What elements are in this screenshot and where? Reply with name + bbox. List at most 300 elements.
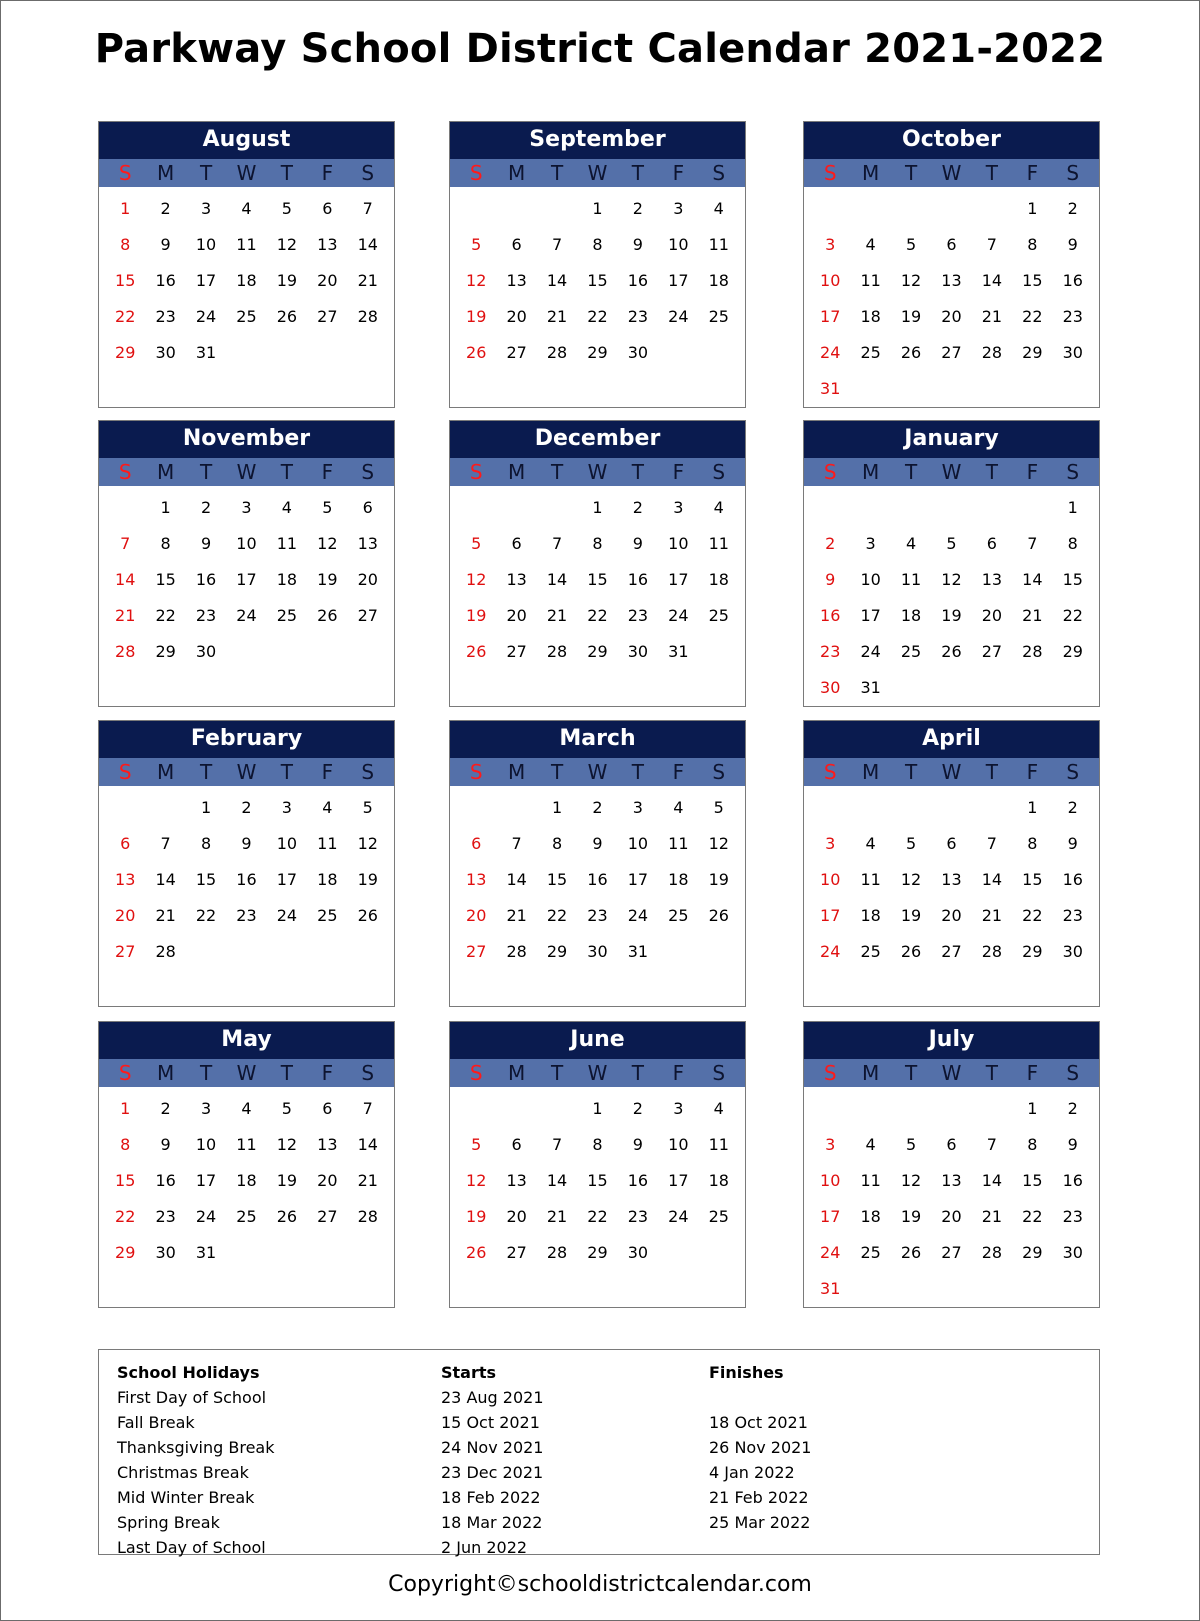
day-cell: 7	[551, 235, 563, 254]
day-cell: 6	[511, 235, 522, 254]
day-cell	[348, 335, 388, 371]
day-cell: 20	[941, 1207, 962, 1226]
day-cell: 10	[668, 1135, 689, 1154]
weekday-label: F	[321, 460, 334, 484]
day-cell: 6	[946, 235, 957, 254]
day-cell: 8	[200, 834, 212, 853]
day-cell: 18	[317, 870, 338, 889]
holiday-finishes: 18 Oct 2021	[709, 1413, 808, 1432]
day-cell: 23	[155, 1207, 176, 1226]
week-row	[810, 263, 1093, 299]
week-row	[105, 1163, 388, 1199]
day-cell: 16	[195, 570, 217, 589]
day-cell: 27	[115, 942, 136, 961]
day-cell: 29	[587, 343, 608, 362]
day-cell	[267, 634, 307, 670]
day-cell: 10	[627, 834, 649, 853]
weekday-label: T	[985, 1061, 998, 1085]
week-row	[456, 598, 739, 634]
day-cell: 18	[708, 271, 729, 290]
day-cell: 14	[357, 235, 378, 254]
day-cell: 15	[1022, 1171, 1043, 1190]
day-cell: 2	[200, 498, 212, 517]
day-cell: 27	[941, 1243, 962, 1262]
day-cell	[810, 1091, 850, 1127]
week-row	[105, 634, 388, 670]
day-cell: 30	[627, 642, 649, 661]
weekday-label: M	[157, 161, 175, 185]
day-cell: 1	[592, 1099, 603, 1118]
day-cell: 11	[236, 235, 257, 254]
month-title: July	[804, 1022, 1099, 1059]
day-cell: 5	[905, 235, 917, 254]
day-cell: 27	[941, 942, 962, 961]
day-cell: 7	[362, 199, 373, 218]
day-cell	[972, 490, 1012, 526]
day-cell: 6	[511, 534, 522, 553]
day-cell: 24	[276, 906, 298, 925]
day-cell: 14	[546, 1171, 568, 1190]
weekday-label: M	[508, 460, 526, 484]
weekday-bar	[450, 159, 745, 187]
week-row	[105, 299, 388, 335]
weekday-label: S	[1066, 760, 1080, 784]
day-cell: 5	[905, 834, 917, 853]
day-cell: 20	[506, 1207, 527, 1226]
weekday-bar	[804, 1059, 1099, 1087]
day-cell: 19	[276, 271, 298, 290]
weekday-label: T	[904, 460, 918, 484]
day-cell: 3	[825, 235, 836, 254]
day-cell: 27	[466, 942, 487, 961]
weekday-label: T	[280, 760, 293, 784]
day-cell	[699, 934, 739, 970]
day-cell: 6	[946, 834, 957, 853]
month-january	[803, 420, 1100, 707]
day-cell: 28	[155, 942, 176, 961]
day-cell: 18	[860, 906, 881, 925]
weekday-label: S	[712, 460, 726, 484]
day-cell	[931, 490, 971, 526]
day-cell: 14	[115, 570, 136, 589]
weekday-label: S	[712, 760, 726, 784]
week-row	[105, 227, 388, 263]
day-cell	[1012, 490, 1052, 526]
day-cell: 2	[632, 1099, 643, 1118]
day-cell: 2	[1067, 199, 1078, 218]
weekday-label: W	[236, 460, 257, 484]
day-cell: 26	[466, 343, 487, 362]
day-cell: 4	[713, 1099, 724, 1118]
day-cell: 13	[941, 271, 962, 290]
day-cell: 18	[236, 1171, 257, 1190]
holidays-header-name: School Holidays	[117, 1363, 260, 1382]
day-cell: 17	[820, 1207, 841, 1226]
week-row	[105, 598, 388, 634]
week-row	[105, 790, 388, 826]
day-cell: 3	[825, 834, 836, 853]
day-cell: 20	[115, 906, 136, 925]
day-cell: 7	[362, 1099, 373, 1118]
weekday-label: W	[236, 760, 257, 784]
weekday-label: T	[199, 460, 213, 484]
weekday-bar	[804, 159, 1099, 187]
day-grid	[804, 786, 1099, 970]
day-cell: 10	[820, 1171, 841, 1190]
day-cell: 5	[281, 1099, 292, 1118]
day-cell: 29	[587, 642, 608, 661]
week-row	[456, 526, 739, 562]
day-cell: 24	[195, 1207, 217, 1226]
day-cell: 7	[986, 1135, 997, 1154]
weekday-label: M	[862, 760, 880, 784]
holiday-name: Last Day of School	[117, 1538, 266, 1557]
day-cell: 8	[1027, 834, 1038, 853]
weekday-label: W	[941, 161, 962, 185]
day-cell: 8	[1067, 534, 1078, 553]
day-cell: 31	[195, 1243, 217, 1262]
day-cell: 11	[668, 834, 689, 853]
week-row	[456, 1127, 739, 1163]
day-grid	[99, 187, 394, 371]
day-cell: 30	[1062, 942, 1083, 961]
day-cell: 10	[195, 1135, 217, 1154]
day-cell: 26	[900, 942, 922, 961]
day-cell: 19	[276, 1171, 298, 1190]
week-row	[810, 862, 1093, 898]
holiday-finishes: 25 Mar 2022	[709, 1513, 811, 1532]
day-cell: 11	[860, 870, 881, 889]
day-cell: 22	[155, 606, 176, 625]
month-june	[449, 1021, 746, 1308]
month-april	[803, 720, 1100, 1007]
day-cell	[931, 670, 971, 706]
day-cell: 3	[825, 1135, 836, 1154]
day-cell: 30	[1062, 1243, 1083, 1262]
day-cell: 29	[1022, 343, 1043, 362]
week-row	[456, 263, 739, 299]
weekday-label: S	[118, 760, 132, 784]
weekday-label: S	[1066, 460, 1080, 484]
day-cell: 19	[466, 606, 487, 625]
weekday-label: M	[157, 760, 175, 784]
holidays-header-row	[99, 1363, 1099, 1388]
day-cell: 19	[900, 906, 922, 925]
day-cell: 28	[981, 942, 1003, 961]
day-cell: 27	[941, 343, 962, 362]
week-row	[810, 826, 1093, 862]
day-cell: 30	[1062, 343, 1083, 362]
day-cell: 26	[900, 343, 922, 362]
day-cell: 12	[357, 834, 378, 853]
day-cell: 9	[825, 570, 836, 589]
weekday-label: F	[1026, 760, 1039, 784]
day-cell: 9	[1067, 235, 1078, 254]
holiday-starts: 23 Dec 2021	[441, 1463, 544, 1482]
day-cell: 13	[941, 1171, 962, 1190]
day-cell: 13	[506, 1171, 527, 1190]
day-cell: 6	[471, 834, 482, 853]
day-cell: 10	[195, 235, 217, 254]
day-cell: 19	[941, 606, 962, 625]
day-cell: 4	[865, 834, 876, 853]
day-cell: 13	[941, 870, 962, 889]
day-cell	[699, 634, 739, 670]
weekday-label: W	[587, 760, 608, 784]
holiday-row	[99, 1488, 1099, 1513]
holidays-header-finishes: Finishes	[709, 1363, 784, 1382]
weekday-label: S	[712, 161, 726, 185]
day-cell: 8	[592, 235, 603, 254]
day-cell: 13	[981, 570, 1003, 589]
day-cell: 16	[1062, 870, 1083, 889]
day-cell: 17	[195, 271, 217, 290]
weekday-label: T	[199, 760, 213, 784]
week-row	[810, 934, 1093, 970]
day-cell: 22	[195, 906, 217, 925]
day-cell: 2	[160, 1099, 171, 1118]
holiday-finishes: 26 Nov 2021	[709, 1438, 812, 1457]
weekday-label: T	[550, 1061, 564, 1085]
day-cell: 17	[195, 1171, 217, 1190]
week-row	[456, 898, 739, 934]
day-cell: 12	[466, 1171, 487, 1190]
day-cell: 28	[981, 343, 1003, 362]
week-row	[810, 598, 1093, 634]
day-cell: 24	[820, 1243, 841, 1262]
weekday-label: M	[508, 161, 526, 185]
week-row	[456, 490, 739, 526]
day-cell: 29	[587, 1243, 608, 1262]
day-cell: 25	[236, 307, 257, 326]
day-cell: 21	[546, 307, 568, 326]
month-title: April	[804, 721, 1099, 758]
day-cell: 16	[155, 1171, 176, 1190]
week-row	[456, 562, 739, 598]
weekday-bar	[450, 758, 745, 786]
day-cell: 31	[668, 642, 689, 661]
day-cell: 18	[276, 570, 298, 589]
day-cell	[850, 191, 890, 227]
week-row	[810, 335, 1093, 371]
day-cell	[699, 1235, 739, 1271]
weekday-label: F	[672, 460, 685, 484]
day-cell	[810, 790, 850, 826]
week-row	[810, 299, 1093, 335]
weekday-label: W	[587, 161, 608, 185]
day-cell: 23	[1062, 307, 1083, 326]
week-row	[105, 1235, 388, 1271]
week-row	[105, 263, 388, 299]
day-cell: 5	[471, 1135, 482, 1154]
week-row	[456, 634, 739, 670]
holiday-name: Mid Winter Break	[117, 1488, 255, 1507]
day-cell: 25	[276, 606, 298, 625]
week-row	[105, 562, 388, 598]
day-cell: 1	[120, 1099, 131, 1118]
month-title: August	[99, 122, 394, 159]
day-cell: 12	[466, 570, 487, 589]
day-cell: 23	[236, 906, 257, 925]
weekday-label: F	[321, 760, 334, 784]
day-cell: 2	[592, 798, 603, 817]
day-cell	[537, 191, 577, 227]
day-cell: 22	[546, 906, 568, 925]
day-cell: 12	[317, 534, 338, 553]
day-cell: 9	[241, 834, 252, 853]
day-cell: 21	[546, 1207, 568, 1226]
day-cell	[1053, 371, 1093, 407]
day-cell	[972, 790, 1012, 826]
day-cell: 11	[860, 271, 881, 290]
day-cell: 7	[120, 534, 131, 553]
day-cell: 17	[860, 606, 881, 625]
day-cell: 6	[120, 834, 131, 853]
day-cell: 27	[317, 307, 338, 326]
day-cell: 10	[276, 834, 298, 853]
day-cell: 9	[200, 534, 212, 553]
weekday-label: T	[985, 161, 998, 185]
week-row	[810, 1235, 1093, 1271]
weekday-label: T	[631, 1061, 644, 1085]
day-cell	[105, 790, 145, 826]
holiday-name: Thanksgiving Break	[117, 1438, 275, 1457]
day-cell: 27	[981, 642, 1003, 661]
weekday-label: T	[199, 1061, 213, 1085]
day-cell	[348, 1235, 388, 1271]
week-row	[105, 191, 388, 227]
day-cell: 2	[825, 534, 836, 553]
day-cell: 28	[546, 1243, 568, 1262]
day-cell: 11	[317, 834, 338, 853]
day-cell: 15	[1022, 870, 1043, 889]
day-cell: 30	[195, 642, 217, 661]
week-row	[456, 335, 739, 371]
day-cell	[891, 670, 931, 706]
day-cell: 11	[860, 1171, 881, 1190]
day-cell: 29	[546, 942, 568, 961]
week-row	[456, 1091, 739, 1127]
weekday-label: S	[469, 760, 483, 784]
weekday-label: T	[199, 161, 213, 185]
day-cell: 14	[357, 1135, 378, 1154]
day-cell: 7	[551, 534, 563, 553]
week-row	[810, 1271, 1093, 1307]
day-cell	[186, 934, 226, 970]
day-grid	[804, 486, 1099, 706]
day-cell: 12	[276, 235, 298, 254]
day-cell: 25	[708, 307, 729, 326]
month-title: November	[99, 421, 394, 458]
day-cell: 29	[115, 1243, 136, 1262]
week-row	[810, 562, 1093, 598]
day-cell	[850, 371, 890, 407]
week-row	[810, 371, 1093, 407]
holiday-starts: 2 Jun 2022	[441, 1538, 528, 1557]
day-cell: 2	[632, 199, 643, 218]
day-cell	[1053, 1271, 1093, 1307]
day-cell: 18	[708, 1171, 729, 1190]
holiday-starts: 24 Nov 2021	[441, 1438, 544, 1457]
day-cell: 12	[900, 1171, 922, 1190]
weekday-label: F	[321, 161, 334, 185]
day-cell: 26	[317, 606, 338, 625]
day-cell	[850, 1091, 890, 1127]
holiday-row	[99, 1413, 1099, 1438]
day-cell: 8	[1027, 1135, 1038, 1154]
day-cell: 7	[986, 235, 997, 254]
day-grid	[450, 486, 745, 670]
day-cell: 11	[236, 1135, 257, 1154]
day-cell: 27	[506, 1243, 527, 1262]
day-cell: 15	[587, 570, 608, 589]
day-cell: 1	[592, 199, 603, 218]
day-cell: 18	[900, 606, 922, 625]
day-cell: 15	[115, 271, 136, 290]
day-cell: 21	[546, 606, 568, 625]
week-row	[105, 826, 388, 862]
week-row	[810, 526, 1093, 562]
day-cell: 18	[236, 271, 257, 290]
day-cell: 9	[632, 534, 643, 553]
week-row	[456, 862, 739, 898]
weekday-bar	[99, 758, 394, 786]
day-cell: 19	[466, 307, 487, 326]
day-grid	[804, 1087, 1099, 1307]
weekday-label: F	[1026, 161, 1039, 185]
day-cell: 31	[820, 1279, 841, 1298]
day-cell	[456, 490, 496, 526]
day-cell: 30	[587, 942, 608, 961]
day-cell: 22	[115, 1207, 136, 1226]
day-cell: 11	[708, 1135, 729, 1154]
day-cell: 14	[546, 570, 568, 589]
day-grid	[450, 1087, 745, 1271]
day-cell: 24	[668, 1207, 689, 1226]
weekday-label: M	[157, 460, 175, 484]
day-cell: 19	[708, 870, 729, 889]
day-cell	[496, 191, 536, 227]
day-cell	[456, 1091, 496, 1127]
day-cell: 16	[155, 271, 176, 290]
day-cell: 4	[281, 498, 292, 517]
day-cell: 19	[317, 570, 338, 589]
day-cell: 12	[900, 870, 922, 889]
month-july	[803, 1021, 1100, 1308]
day-cell	[658, 934, 698, 970]
weekday-label: S	[1066, 161, 1080, 185]
day-cell: 24	[668, 307, 689, 326]
weekday-label: T	[631, 460, 644, 484]
day-cell: 9	[160, 1135, 171, 1154]
copyright-text: Copyright©schooldistrictcalendar.com	[388, 1572, 812, 1597]
weekday-label: M	[862, 460, 880, 484]
day-cell	[496, 790, 536, 826]
month-december	[449, 420, 746, 707]
day-cell: 15	[115, 1171, 136, 1190]
weekday-label: S	[469, 460, 483, 484]
week-row	[810, 790, 1093, 826]
day-cell: 14	[981, 1171, 1003, 1190]
page-title: Parkway School District Calendar 2021-2022	[94, 26, 1106, 72]
weekday-label: M	[157, 1061, 175, 1085]
day-cell	[307, 1235, 347, 1271]
month-title: June	[450, 1022, 745, 1059]
weekday-label: T	[280, 161, 293, 185]
day-cell: 24	[820, 343, 841, 362]
day-cell: 24	[236, 606, 257, 625]
day-cell: 23	[1062, 906, 1083, 925]
